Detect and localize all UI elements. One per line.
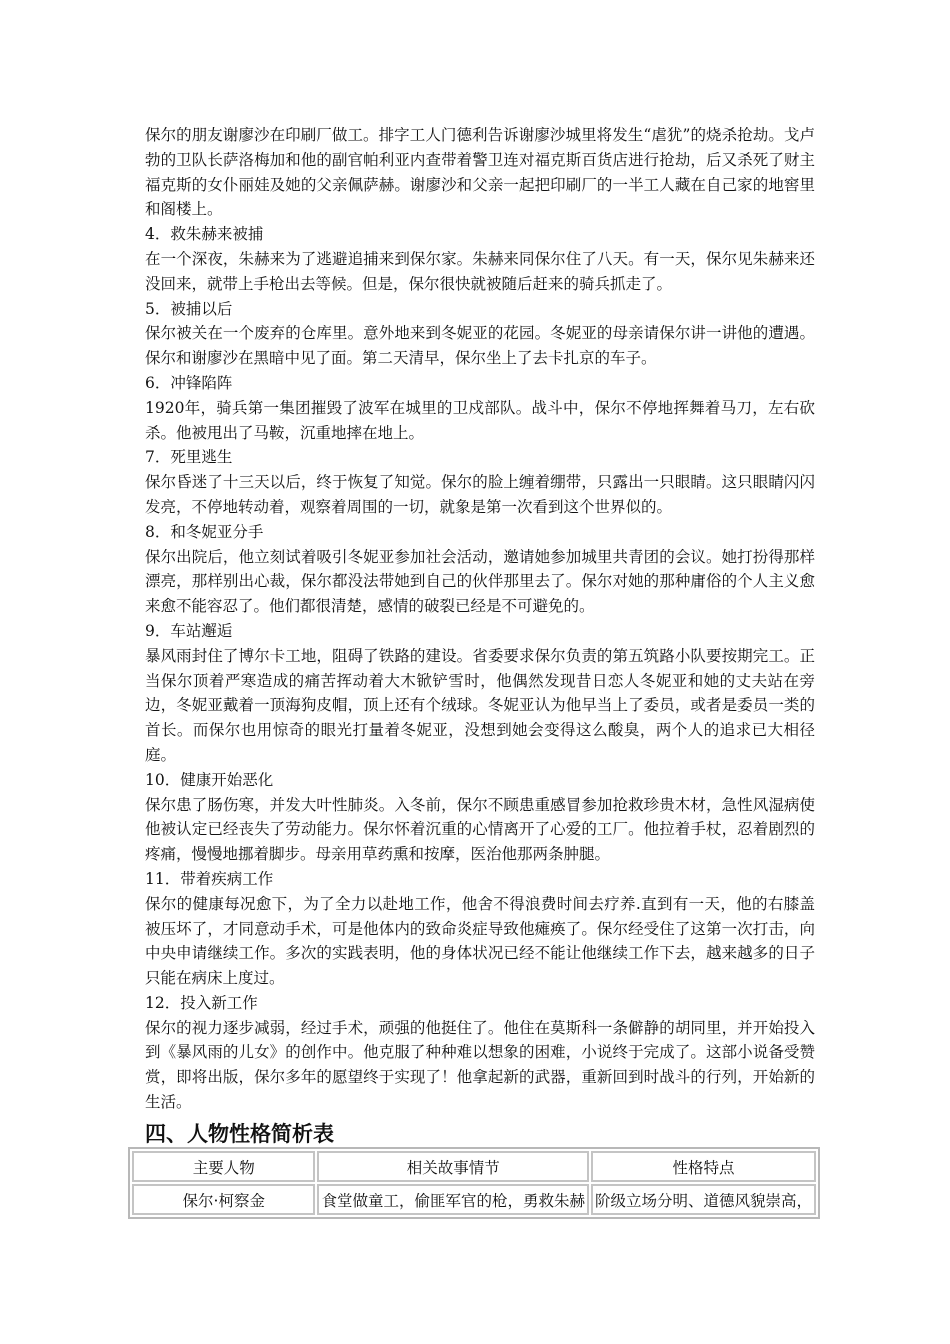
paragraph: 保尔的朋友谢廖沙在印刷厂做工。排字工人门德利告诉谢廖沙城里将发生“虐犹”的烧杀抢劫。戈卢勃的卫队长萨洛梅加和他的副官帕利亚内查带着警卫连对福克斯百货店进行抢劫，后又杀死了财主福克斯的女仆丽娃及她的父亲佩萨赫。谢廖沙和父亲一起把印刷厂的一半工人藏在自己家的地窖里和阁楼上。	[145, 126, 815, 219]
paragraph: 在一个深夜，朱赫来为了逃避追捕来到保尔家。朱赫来同保尔住了八天。有一天，保尔见朱赫来还没回来，就带上手枪出去等候。但是，保尔很快就被随后赶来的骑兵抓走了。	[145, 249, 815, 293]
section-title: 四、人物性格简析表	[145, 1122, 334, 1146]
chapter-heading: 5．被捕以后	[145, 299, 233, 318]
chapter-heading: 10．健康开始恶化	[145, 770, 274, 789]
table-row	[132, 1184, 816, 1215]
table-cell-plot: 食堂做童工，偷匪军官的枪，勇救朱赫	[317, 1184, 589, 1215]
chapter-heading: 7．死里逃生	[145, 448, 233, 467]
paragraph: 保尔出院后，他立刻试着吸引冬妮亚参加社会活动，邀请她参加城里共青团的会议。她打扮得那样漂亮，那样别出心裁，保尔都没法带她到自己的伙伴那里去了。保尔对她的那种庸俗的个人主义愈来愈不能容忍了。他们都很清楚，感情的破裂已经是不可避免的。	[145, 547, 815, 616]
story-summary	[145, 123, 815, 1115]
table-header-character: 主要人物	[132, 1151, 315, 1182]
table-header-traits: 性格特点	[591, 1151, 816, 1182]
paragraph: 保尔的视力逐步减弱，经过手术，顽强的他挺住了。他住在莫斯科一条僻静的胡同里，并开始投入到《暴风雨的儿女》的创作中。他克服了种种难以想象的困难，小说终于完成了。这部小说备受赞赏，即将出版，保尔多年的愿望终于实现了！他拿起新的武器，重新回到时战斗的行列，开始新的生活。	[145, 1018, 815, 1112]
character-analysis-table	[128, 1147, 820, 1219]
chapter-heading: 9．车站邂逅	[145, 621, 233, 640]
paragraph: 保尔患了肠伤寒，并发大叶性肺炎。入冬前，保尔不顾患重感冒参加抢救珍贵木材，急性风湿病使他被认定已经丧失了劳动能力。保尔怀着沉重的心情离开了心爱的工厂。他拉着手杖，忍着剧烈的疼痛，慢慢地挪着脚步。母亲用草药熏和按摩，医治他那两条肿腿。	[145, 795, 815, 864]
chapter-heading: 11．带着疾病工作	[145, 869, 274, 888]
table-cell-character: 保尔·柯察金	[132, 1184, 315, 1215]
chapter-heading: 6．冲锋陷阵	[145, 373, 233, 392]
table-header-row	[132, 1151, 816, 1182]
chapter-heading: 4．救朱赫来被捕	[145, 225, 264, 244]
table-header-plot: 相关故事情节	[317, 1151, 589, 1182]
paragraph: 1920年，骑兵第一集团摧毁了波军在城里的卫戍部队。战斗中，保尔不停地挥舞着马刀，左右砍杀。他被甩出了马鞍，沉重地摔在地上。	[145, 398, 815, 442]
paragraph: 保尔昏迷了十三天以后，终于恢复了知觉。保尔的脸上缠着绷带，只露出一只眼睛。这只眼睛闪闪发亮，不停地转动着，观察着周围的一切，就象是第一次看到这个世界似的。	[145, 473, 815, 516]
table-cell-traits: 阶级立场分明、道德风貌崇高，	[591, 1184, 816, 1215]
chapter-heading: 12．投入新工作	[145, 993, 258, 1012]
paragraph: 保尔被关在一个废弃的仓库里。意外地来到冬妮亚的花园。冬妮亚的母亲请保尔讲一讲他的遭遇。保尔和谢廖沙在黑暗中见了面。第二天清早，保尔坐上了去卡扎京的车子。	[145, 324, 815, 368]
paragraph: 暴风雨封住了博尔卡工地，阻碍了铁路的建设。省委要求保尔负责的第五筑路小队要按期完工。正当保尔顶着严寒造成的痛苦挥动着大木锨铲雪时，他偶然发现昔日恋人冬妮亚和她的丈夫站在旁边，冬妮亚戴着一顶海狗皮帽，顶上还有个绒球。冬妮亚认为他早当上了委员，或者是委员一类的首长。而保尔也用惊奇的眼光打量着冬妮亚，没想到她会变得这么酸臭，两个人的追求已大相径庭。	[145, 646, 815, 764]
chapter-heading: 8．和冬妮亚分手	[145, 522, 264, 541]
paragraph: 保尔的健康每况愈下，为了全力以赴地工作，他舍不得浪费时间去疗养.直到有一天，他的右膝盖被压坏了，才同意动手术，可是他体内的致命炎症导致他瘫痪了。保尔经受住了这第一次打击，向中央申请继续工作。多次的实践表明，他的身体状况已经不能让他继续工作下去，越来越多的日子只能在病床上度过。	[145, 894, 815, 988]
